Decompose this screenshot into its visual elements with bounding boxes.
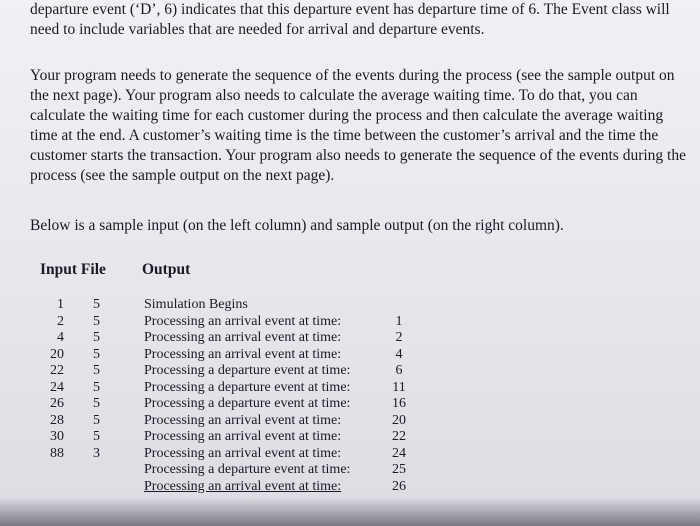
- output-time: 16: [392, 396, 406, 411]
- input-duration-value: 5: [93, 346, 100, 362]
- input-arrival-value: 22: [50, 363, 64, 378]
- output-time: 22: [392, 429, 406, 444]
- output-time: 24: [392, 445, 406, 461]
- output-time: 11: [392, 379, 406, 395]
- input-arrival-value: 88: [50, 445, 64, 461]
- input-arrival-value: 24: [50, 379, 64, 395]
- output-header: Output: [142, 261, 191, 278]
- output-time: 2: [395, 330, 403, 345]
- input-column-duration: [84, 297, 100, 462]
- output-line: Processing an arrival event at time:: [144, 429, 342, 444]
- input-arrival-value: 4: [57, 330, 64, 345]
- output-times-column: [388, 297, 410, 495]
- output-line: Processing an arrival event at time:: [144, 330, 342, 345]
- paragraph-sample-intro: Below is a sample input (on the left column) and sample output (on the right column).: [30, 217, 564, 234]
- input-duration-value: 3: [93, 445, 100, 461]
- input-arrival-value: 28: [50, 412, 64, 428]
- output-time: [388, 297, 410, 314]
- input-arrival-value: 1: [57, 297, 64, 312]
- output-line: Processing an arrival event at time:: [144, 478, 342, 494]
- bottom-shadow: [0, 497, 700, 526]
- input-column-arrival: [36, 297, 64, 462]
- output-line: Processing an arrival event at time:: [144, 445, 342, 461]
- output-time: 20: [392, 412, 406, 428]
- output-time: 26: [392, 478, 406, 494]
- paragraph-event-class: departure event (‘D’, 6) indicates that this departure event has departure time of 6. The Event class will need to include variables that are needed for arrival and departure events.: [30, 1, 670, 38]
- output-time: 6: [395, 363, 403, 378]
- input-duration-value: 5: [93, 412, 100, 428]
- input-arrival-value: 2: [57, 313, 64, 329]
- input-arrival-value: 20: [50, 346, 64, 362]
- output-line: Processing an arrival event at time:: [144, 313, 342, 329]
- output-time: 4: [395, 346, 403, 362]
- output-line: Simulation Begins: [144, 297, 248, 312]
- input-duration-value: 5: [93, 330, 100, 345]
- output-line: Processing a departure event at time:: [144, 462, 351, 477]
- input-arrival-value: 30: [50, 429, 64, 444]
- output-line: Processing an arrival event at time:: [144, 346, 342, 362]
- input-duration-value: 5: [93, 297, 100, 312]
- output-line: Processing a departure event at time:: [144, 396, 351, 411]
- output-line: Processing a departure event at time:: [144, 363, 351, 378]
- input-duration-value: 5: [93, 363, 100, 378]
- paragraph-program-requirements: Your program needs to generate the sequence of the events during the process (see the sample output on the next page). Your program also needs to calculate the average waiting time. To do that, you can calculate the waiting time for each customer during the process and then calculate the average waiting time at the end. A customer’s waiting time is the time between the customer’s arrival and the time the customer starts the transaction. Your program also needs to generate the sequence of the events during the process (see the sample output on the next page).: [30, 67, 686, 184]
- input-duration-value: 5: [93, 313, 100, 329]
- input-arrival-value: 26: [50, 396, 64, 411]
- output-time: 25: [392, 462, 406, 477]
- input-duration-value: 5: [93, 429, 100, 444]
- input-duration-value: 5: [93, 396, 100, 411]
- input-duration-value: 5: [93, 379, 100, 395]
- output-time: 1: [395, 313, 403, 329]
- output-line: Processing an arrival event at time:: [144, 412, 342, 428]
- output-line: Processing a departure event at time:: [144, 379, 351, 395]
- input-file-header: Input File: [40, 261, 106, 278]
- output-messages-column: [144, 297, 350, 495]
